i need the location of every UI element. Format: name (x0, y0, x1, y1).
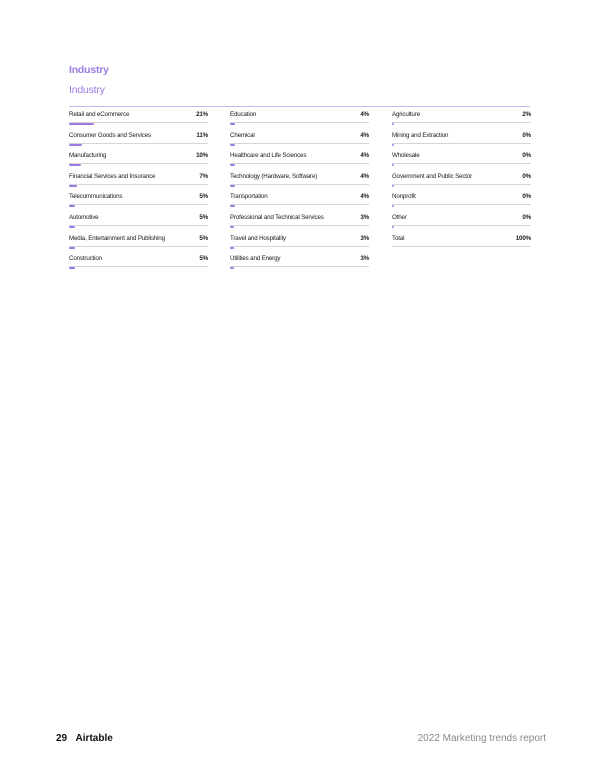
industry-row (69, 252, 208, 273)
industry-row (69, 129, 208, 150)
row-divider (69, 246, 208, 247)
percentage-bar (392, 205, 394, 207)
industry-row (392, 149, 531, 170)
industry-label: Agriculture (392, 111, 420, 118)
row-divider (69, 266, 208, 267)
industry-percentage: 5% (199, 193, 208, 201)
industry-percentage: 4% (360, 152, 369, 160)
percentage-bar (69, 247, 75, 249)
row-divider (230, 266, 369, 267)
row-divider (69, 225, 208, 226)
industry-label: Wholesale (392, 152, 420, 160)
percentage-bar (230, 247, 234, 249)
industry-label: Professional and Technical Services (230, 213, 324, 221)
industry-row (392, 211, 531, 232)
percentage-bar (392, 123, 394, 125)
page-number: 29 (56, 733, 68, 744)
industry-percentage: 3% (360, 255, 369, 263)
industry-row (69, 108, 208, 129)
industry-label: Telecommunications (69, 193, 123, 201)
industry-label: Travel and Hospitality (230, 234, 286, 242)
industry-label: Other (392, 213, 407, 221)
row-divider (230, 204, 369, 205)
industry-label: Media, Entertainment and Publishing (69, 234, 165, 242)
percentage-bar (230, 267, 234, 269)
industry-row (392, 232, 531, 253)
row-divider (230, 225, 369, 226)
industry-row (230, 211, 369, 232)
industry-percentage: 21% (196, 111, 208, 118)
row-divider (230, 122, 369, 123)
percentage-bar (230, 123, 235, 125)
industry-label: Consumer Goods and Services (69, 131, 151, 139)
industry-percentage: 11% (196, 131, 208, 139)
industry-row (392, 170, 531, 191)
percentage-bar (69, 164, 81, 166)
industry-percentage: 4% (360, 172, 369, 180)
industry-label: Government and Public Sector (392, 172, 473, 180)
row-divider (230, 246, 369, 247)
industry-row (230, 149, 369, 170)
industry-label: Construction (69, 255, 102, 263)
industry-row (69, 190, 208, 211)
percentage-bar (69, 205, 75, 207)
percentage-bar (392, 164, 394, 166)
row-divider (392, 122, 531, 123)
industry-label: Manufacturing (69, 152, 107, 160)
percentage-bar (392, 144, 394, 146)
industry-percentage: 5% (199, 213, 208, 221)
row-divider (230, 163, 369, 164)
industry-percentage: 5% (199, 234, 208, 242)
percentage-bar (230, 205, 235, 207)
industry-row (230, 108, 369, 129)
percentage-bar (69, 185, 77, 187)
industry-percentage: 3% (360, 213, 369, 221)
industry-label: Nonprofit (392, 193, 416, 201)
industry-percentage: 2% (522, 111, 531, 118)
industry-percentage: 0% (522, 172, 531, 180)
row-divider (392, 143, 531, 144)
row-divider (69, 143, 208, 144)
percentage-bar (69, 123, 94, 125)
industry-column-2 (230, 108, 369, 273)
industry-title: Industry (69, 64, 109, 76)
industry-percentage: 0% (522, 193, 531, 201)
industry-row (230, 232, 369, 253)
industry-label: Mining and Extraction (392, 131, 449, 139)
industry-label: Utilities and Energy (230, 255, 281, 263)
report-title: 2022 Marketing trends report (417, 733, 546, 744)
row-divider (230, 184, 369, 185)
industry-percentage: 0% (522, 131, 531, 139)
row-divider (392, 163, 531, 164)
industry-percentage: 0% (522, 152, 531, 160)
brand-name: Airtable (75, 733, 113, 744)
row-divider (69, 163, 208, 164)
industry-percentage: 0% (522, 213, 531, 221)
percentage-bar (69, 144, 82, 146)
industry-row (392, 190, 531, 211)
industry-percentage: 4% (360, 131, 369, 139)
industry-label: Financial Services and Insurance (69, 172, 156, 180)
industry-label: Education (230, 111, 257, 118)
industry-column-1 (69, 108, 208, 273)
industry-percentage: 4% (360, 111, 369, 118)
percentage-bar (230, 164, 235, 166)
industry-subtitle: Industry (69, 84, 105, 96)
row-divider (69, 204, 208, 205)
footer-left (56, 733, 113, 744)
percentage-bar (230, 144, 235, 146)
row-divider (230, 143, 369, 144)
industry-label: Retail and eCommerce (69, 111, 130, 118)
industry-row (230, 129, 369, 150)
percentage-bar (392, 226, 394, 228)
industry-label: Healthcare and Life Sciences (230, 152, 307, 160)
percentage-bar (69, 226, 75, 228)
industry-row (392, 108, 531, 129)
percentage-bar (392, 185, 394, 187)
industry-percentage: 4% (360, 193, 369, 201)
percentage-bar (230, 226, 234, 228)
industry-percentage: 100% (515, 234, 531, 242)
industry-percentage: 7% (199, 172, 208, 180)
row-divider (69, 184, 208, 185)
row-divider (392, 225, 531, 226)
row-divider (392, 184, 531, 185)
industry-row (230, 170, 369, 191)
industry-row (69, 149, 208, 170)
industry-row (392, 129, 531, 150)
industry-percentage: 10% (196, 152, 208, 160)
industry-label: Total (392, 234, 405, 242)
industry-label: Technology (Hardware, Software) (230, 172, 318, 180)
industry-row (69, 170, 208, 191)
industry-row (69, 211, 208, 232)
industry-row (230, 190, 369, 211)
industry-label: Transportation (230, 193, 268, 201)
row-divider (392, 204, 531, 205)
percentage-bar (230, 185, 235, 187)
industry-column-3 (392, 108, 531, 252)
percentage-bar (69, 267, 75, 269)
industry-row (230, 252, 369, 273)
industry-percentage: 5% (199, 255, 208, 263)
industry-label: Automotive (69, 213, 99, 221)
industry-row (69, 232, 208, 253)
top-divider (69, 106, 530, 107)
industry-percentage: 3% (360, 234, 369, 242)
industry-label: Chemical (230, 131, 255, 139)
row-divider (392, 246, 531, 247)
